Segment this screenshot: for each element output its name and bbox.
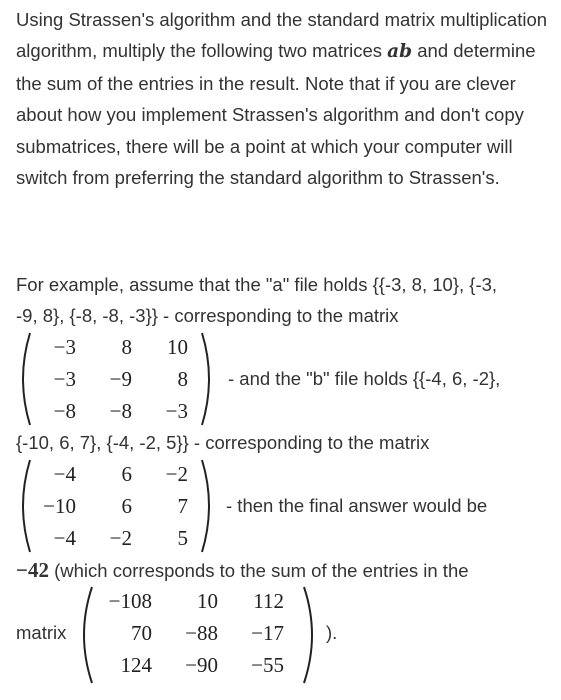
answer-line bbox=[16, 555, 469, 586]
cell: −8 bbox=[53, 398, 76, 423]
cell: −2 bbox=[109, 525, 132, 550]
cell: −3 bbox=[53, 366, 76, 391]
cell: 70 bbox=[131, 620, 152, 645]
matrix-variable: ab bbox=[387, 41, 413, 63]
cell: −10 bbox=[43, 493, 76, 518]
cell: −3 bbox=[53, 334, 76, 359]
after-matrix-a-text: - and the "b" file holds {{-4, 6, -2}, bbox=[228, 368, 501, 389]
cell: −88 bbox=[185, 620, 218, 645]
cell: 8 bbox=[177, 366, 188, 391]
matrix-c bbox=[76, 585, 320, 685]
intro-paragraph bbox=[16, 4, 548, 193]
answer-text: (which corresponds to the sum of the entries in the bbox=[48, 560, 469, 581]
cell: −2 bbox=[165, 461, 188, 486]
cell: −9 bbox=[109, 366, 132, 391]
example-line-2: -9, 8}, {-8, -8, -3}} - corresponding to the matrix bbox=[16, 305, 399, 326]
closing-text: ). bbox=[326, 622, 338, 643]
cell: 112 bbox=[253, 588, 284, 613]
after-matrix-b-text: - then the final answer would be bbox=[226, 495, 488, 516]
example-line-3: {-10, 6, 7}, {-4, -2, 5}} - corresponding to the matrix bbox=[16, 432, 430, 453]
intro-text-end: and determine the sum of the entries in the result. Note that if you are clever about how you implement Strassen's algorithm and don't copy submatrices, there will be a point at which your computer will switch from preferring the standard algorithm to Strassen's. bbox=[16, 40, 536, 189]
cell: 6 bbox=[121, 493, 132, 518]
cell: −108 bbox=[108, 588, 152, 613]
cell: −90 bbox=[185, 652, 218, 677]
intro-text-start: Using Strassen's algorithm and the standard matrix multiplication algorithm, multiply the following two matrices bbox=[16, 9, 548, 62]
cell: 10 bbox=[197, 588, 218, 613]
matrix-b bbox=[16, 458, 216, 554]
cell: −17 bbox=[251, 620, 284, 645]
cell: 7 bbox=[177, 493, 188, 518]
answer-value: −42 bbox=[16, 558, 49, 582]
cell: −3 bbox=[165, 398, 188, 423]
matrix-word: matrix bbox=[16, 622, 67, 643]
cell: 124 bbox=[120, 652, 152, 677]
cell: 10 bbox=[167, 334, 188, 359]
matrix-a bbox=[16, 331, 216, 427]
cell: −55 bbox=[251, 652, 284, 677]
example-line-1: For example, assume that the "a" file holds {{-3, 8, 10}, {-3, bbox=[16, 274, 498, 295]
cell: 6 bbox=[121, 461, 132, 486]
cell: 8 bbox=[121, 334, 132, 359]
cell: −8 bbox=[109, 398, 132, 423]
matrix-c-table bbox=[92, 585, 292, 681]
cell: −4 bbox=[53, 525, 76, 550]
cell: −4 bbox=[53, 461, 76, 486]
cell: 5 bbox=[177, 525, 188, 550]
matrix-a-table bbox=[28, 331, 196, 427]
matrix-b-table bbox=[28, 458, 196, 554]
